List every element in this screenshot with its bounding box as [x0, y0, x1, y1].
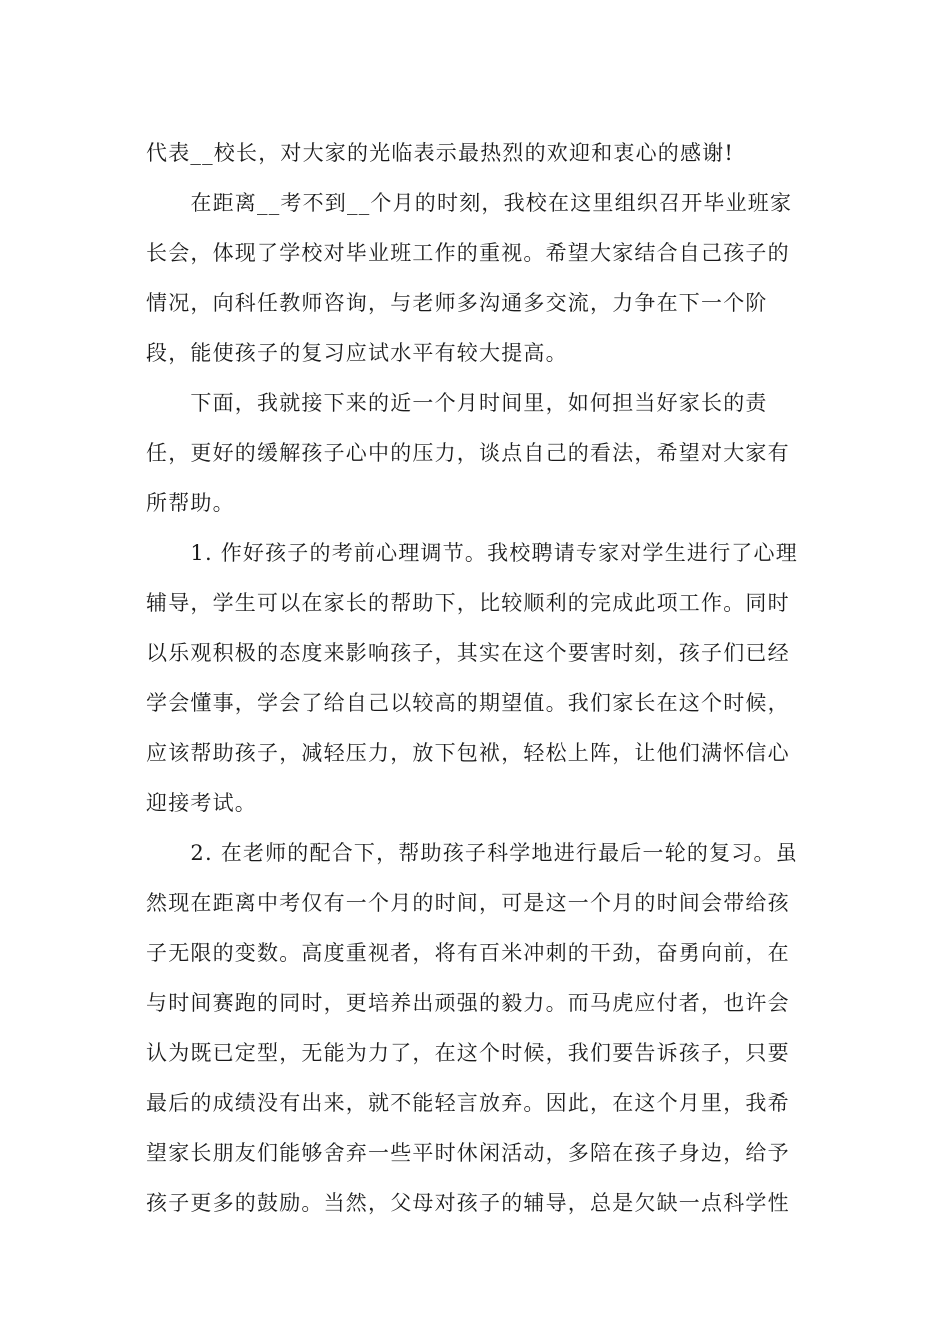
text-line: 迎接考试。 — [146, 791, 257, 815]
paragraph-2 — [146, 378, 806, 528]
text-line: 望家长朋友们能够舍弃一些平时休闲活动，多陪在孩子身边，给予 — [146, 1141, 790, 1165]
text-line: 孩子更多的鼓励。当然，父母对孩子的辅导，总是欠缺一点科学性 — [146, 1191, 790, 1215]
text-line: 与时间赛跑的同时，更培养出顽强的毅力。而马虎应付者，也许会 — [146, 991, 790, 1015]
text-line: 所帮助。 — [146, 491, 235, 515]
text-line: 在距离__考不到__个月的时刻，我校在这里组织召开毕业班家 — [146, 191, 793, 215]
text-line: 辅导，学生可以在家长的帮助下，比较顺利的完成此项工作。同时 — [146, 591, 790, 615]
paragraph-4 — [146, 828, 806, 1228]
paragraph-intro — [146, 128, 806, 178]
text-line: 1. 作好孩子的考前心理调节。我校聘请专家对学生进行了心理 — [146, 541, 798, 565]
text-line: 认为既已定型，无能为力了，在这个时候，我们要告诉孩子，只要 — [146, 1041, 790, 1065]
text-line: 长会，体现了学校对毕业班工作的重视。希望大家结合自己孩子的 — [146, 241, 790, 265]
text-line: 然现在距离中考仅有一个月的时间，可是这一个月的时间会带给孩 — [146, 891, 790, 915]
document-body — [146, 128, 806, 1228]
paragraph-3 — [146, 528, 806, 828]
text-line: 下面，我就接下来的近一个月时间里，如何担当好家长的责 — [146, 391, 768, 415]
text-line: 2. 在老师的配合下，帮助孩子科学地进行最后一轮的复习。虽 — [146, 841, 798, 865]
text-line: 情况，向科任教师咨询，与老师多沟通多交流，力争在下一个阶 — [146, 291, 768, 315]
text-line: 最后的成绩没有出来，就不能轻言放弃。因此，在这个月里，我希 — [146, 1091, 790, 1115]
text-line: 学会懂事，学会了给自己以较高的期望值。我们家长在这个时候， — [146, 691, 790, 715]
text-line: 任，更好的缓解孩子心中的压力，谈点自己的看法，希望对大家有 — [146, 441, 790, 465]
text-line: 以乐观积极的态度来影响孩子，其实在这个要害时刻，孩子们已经 — [146, 641, 790, 665]
text-line: 代表__校长，对大家的光临表示最热烈的欢迎和衷心的感谢! — [146, 141, 735, 165]
text-line: 段，能使孩子的复习应试水平有较大提高。 — [146, 341, 568, 365]
text-line: 子无限的变数。高度重视者，将有百米冲刺的干劲，奋勇向前，在 — [146, 941, 790, 965]
text-line: 应该帮助孩子，减轻压力，放下包袱，轻松上阵，让他们满怀信心 — [146, 741, 790, 765]
paragraph-1 — [146, 178, 806, 378]
